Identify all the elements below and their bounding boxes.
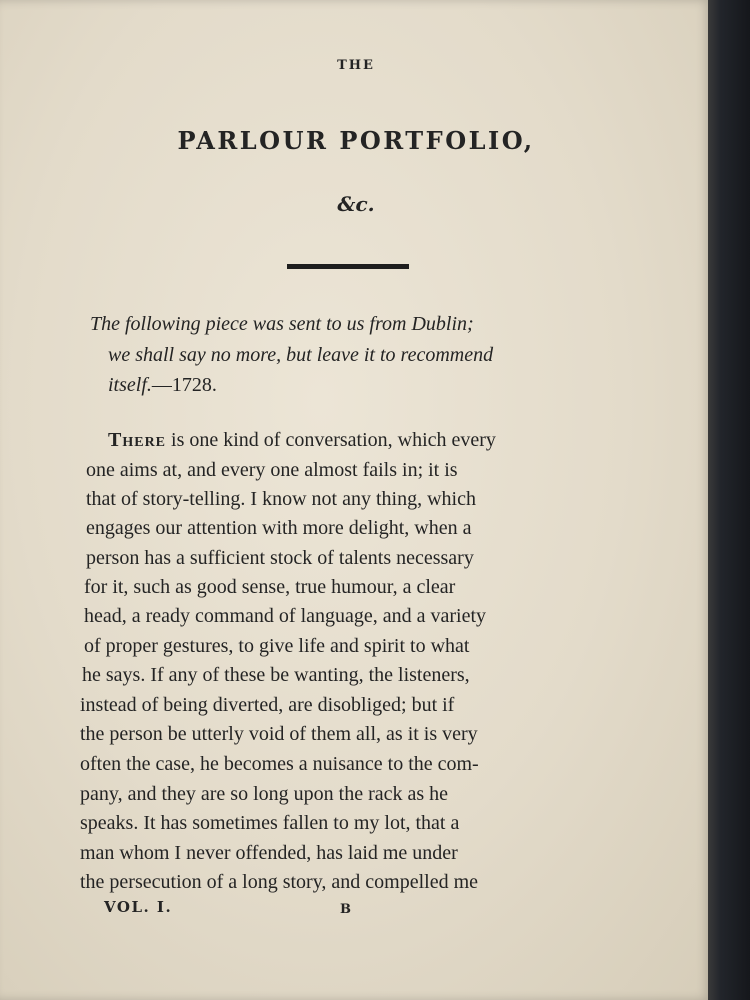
- body-line: the person be utterly void of them all, as it is very: [80, 723, 478, 745]
- body-line: the persecution of a long story, and compelled me: [80, 871, 479, 893]
- intro-line: we shall say no more, but leave it to recommend: [108, 344, 494, 366]
- body-line: for it, such as good sense, true humour, a clear: [84, 576, 456, 598]
- running-head: THE: [337, 58, 375, 73]
- drop-word: There: [108, 429, 167, 451]
- book-edge-shadow: [708, 0, 750, 1000]
- intro-line-last: [108, 374, 217, 397]
- body-line: he says. If any of these be wanting, the listeners,: [82, 664, 470, 686]
- body-line-first: [108, 429, 496, 452]
- title-etc: &c.: [337, 192, 375, 216]
- body-line-rest: is one kind of conversation, which every: [166, 429, 496, 451]
- body-line: head, a ready command of language, and a variety: [84, 605, 487, 627]
- ornamental-rule: [287, 264, 409, 269]
- body-line: one aims at, and every one almost fails in; it is: [86, 459, 458, 481]
- body-line: instead of being diverted, are disobliged; but if: [80, 694, 455, 716]
- page-title: PARLOUR PORTFOLIO,: [177, 126, 535, 155]
- intro-date: —1728.: [151, 374, 217, 396]
- body-line: speaks. It has sometimes fallen to my lot, that a: [80, 812, 460, 834]
- body-line: man whom I never offended, has laid me under: [80, 842, 458, 864]
- body-line: engages our attention with more delight, when a: [86, 517, 472, 539]
- body-line: pany, and they are so long upon the rack as he: [80, 783, 449, 805]
- intro-line: The following piece was sent to us from Dublin;: [90, 313, 474, 335]
- body-line: often the case, he becomes a nuisance to the com-: [80, 753, 479, 775]
- body-line: person has a sufficient stock of talents necessary: [86, 547, 474, 569]
- body-line: that of story-telling. I know not any thing, which: [86, 488, 476, 510]
- gathering-signature: B: [340, 902, 351, 917]
- volume-signature: VOL. I.: [104, 898, 173, 916]
- body-line: of proper gestures, to give life and spirit to what: [84, 635, 470, 657]
- intro-itself: itself.: [108, 374, 152, 396]
